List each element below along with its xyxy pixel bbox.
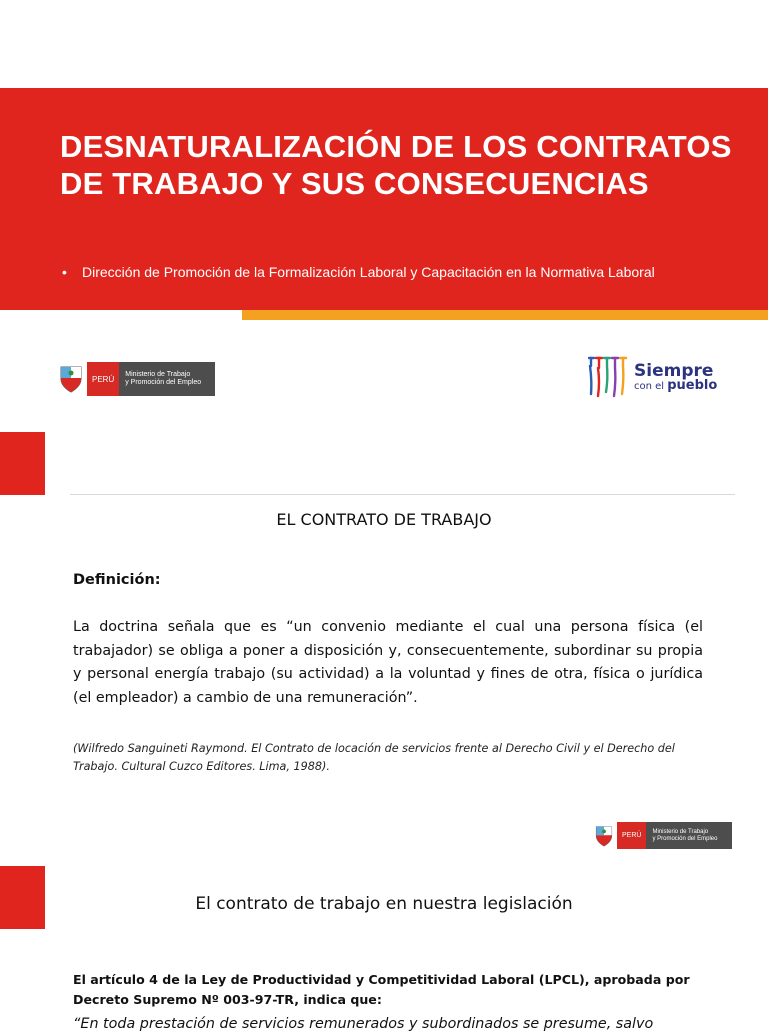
presentation-title: DESNATURALIZACIÓN DE LOS CONTRATOS DE TRABAJO Y SUS CONSECUENCIAS	[60, 129, 732, 201]
law-intro: El artículo 4 de la Ley de Productividad y Competitividad Laboral (LPCL), aprobada por Decreto Supremo Nº 003-97-TR, indica que:	[73, 972, 690, 1007]
red-accent-block	[0, 432, 45, 495]
con-el-text: con el	[634, 380, 668, 392]
ministry-line-2: y Promoción del Empleo	[652, 835, 718, 842]
title-banner	[0, 88, 768, 310]
peru-label: PERÚ	[617, 822, 646, 849]
subtitle-text: Dirección de Promoción de la Formalización Laboral y Capacitación en la Normativa Laboral	[82, 264, 655, 280]
contract-definition-slide	[0, 432, 768, 864]
bullet-marker: •	[62, 264, 67, 280]
citation: (Wilfredo Sanguineti Raymond. El Contrato de locación de servicios frente al Derecho Civil y el Derecho del Trabajo. Cultural Cuzco Editores. Lima, 1988).	[73, 742, 675, 773]
ministry-name	[119, 362, 215, 396]
siempre-word: Siempre	[634, 360, 714, 381]
coat-of-arms-icon	[58, 364, 84, 394]
siempre-wordmark	[634, 362, 717, 393]
coat-of-arms-icon	[594, 824, 614, 848]
heading-divider	[70, 494, 735, 495]
ministry-name	[646, 822, 732, 849]
law-quote: “En toda prestación de servicios remunerados y subordinados se presume, salvo	[73, 1016, 654, 1032]
legislation-slide	[0, 864, 768, 1032]
peru-label: PERÚ	[87, 362, 119, 396]
definition-label: Definición:	[73, 572, 161, 588]
ministry-logo-small	[594, 822, 732, 849]
con-el-pueblo	[634, 377, 718, 393]
pueblo-text: pueblo	[667, 377, 718, 393]
section-heading: El contrato de trabajo en nuestra legislación	[195, 894, 573, 914]
colorful-figures-icon	[588, 354, 628, 400]
ministry-line-2: y Promoción del Empleo	[125, 379, 202, 386]
ministry-line-1: Ministerio de Trabajo	[652, 828, 709, 835]
presentation-subtitle	[62, 263, 762, 281]
title-slide	[0, 0, 768, 432]
definition-text: La doctrina señala que es “un convenio mediante el cual una persona física (el trabajador) se obliga a poner a disposición y, consecuentemente, subordinar su propia y personal energía trabajo (su actividad) a la voluntad y fines de otra, física o jurídica (el empleador) a cambio de una remuneración”.	[73, 619, 703, 706]
siempre-con-el-pueblo-logo	[588, 354, 717, 400]
ministry-logo	[58, 362, 215, 396]
section-heading: EL CONTRATO DE TRABAJO	[276, 510, 492, 529]
ministry-line-1: Ministerio de Trabajo	[125, 371, 191, 378]
accent-strip	[242, 310, 768, 320]
